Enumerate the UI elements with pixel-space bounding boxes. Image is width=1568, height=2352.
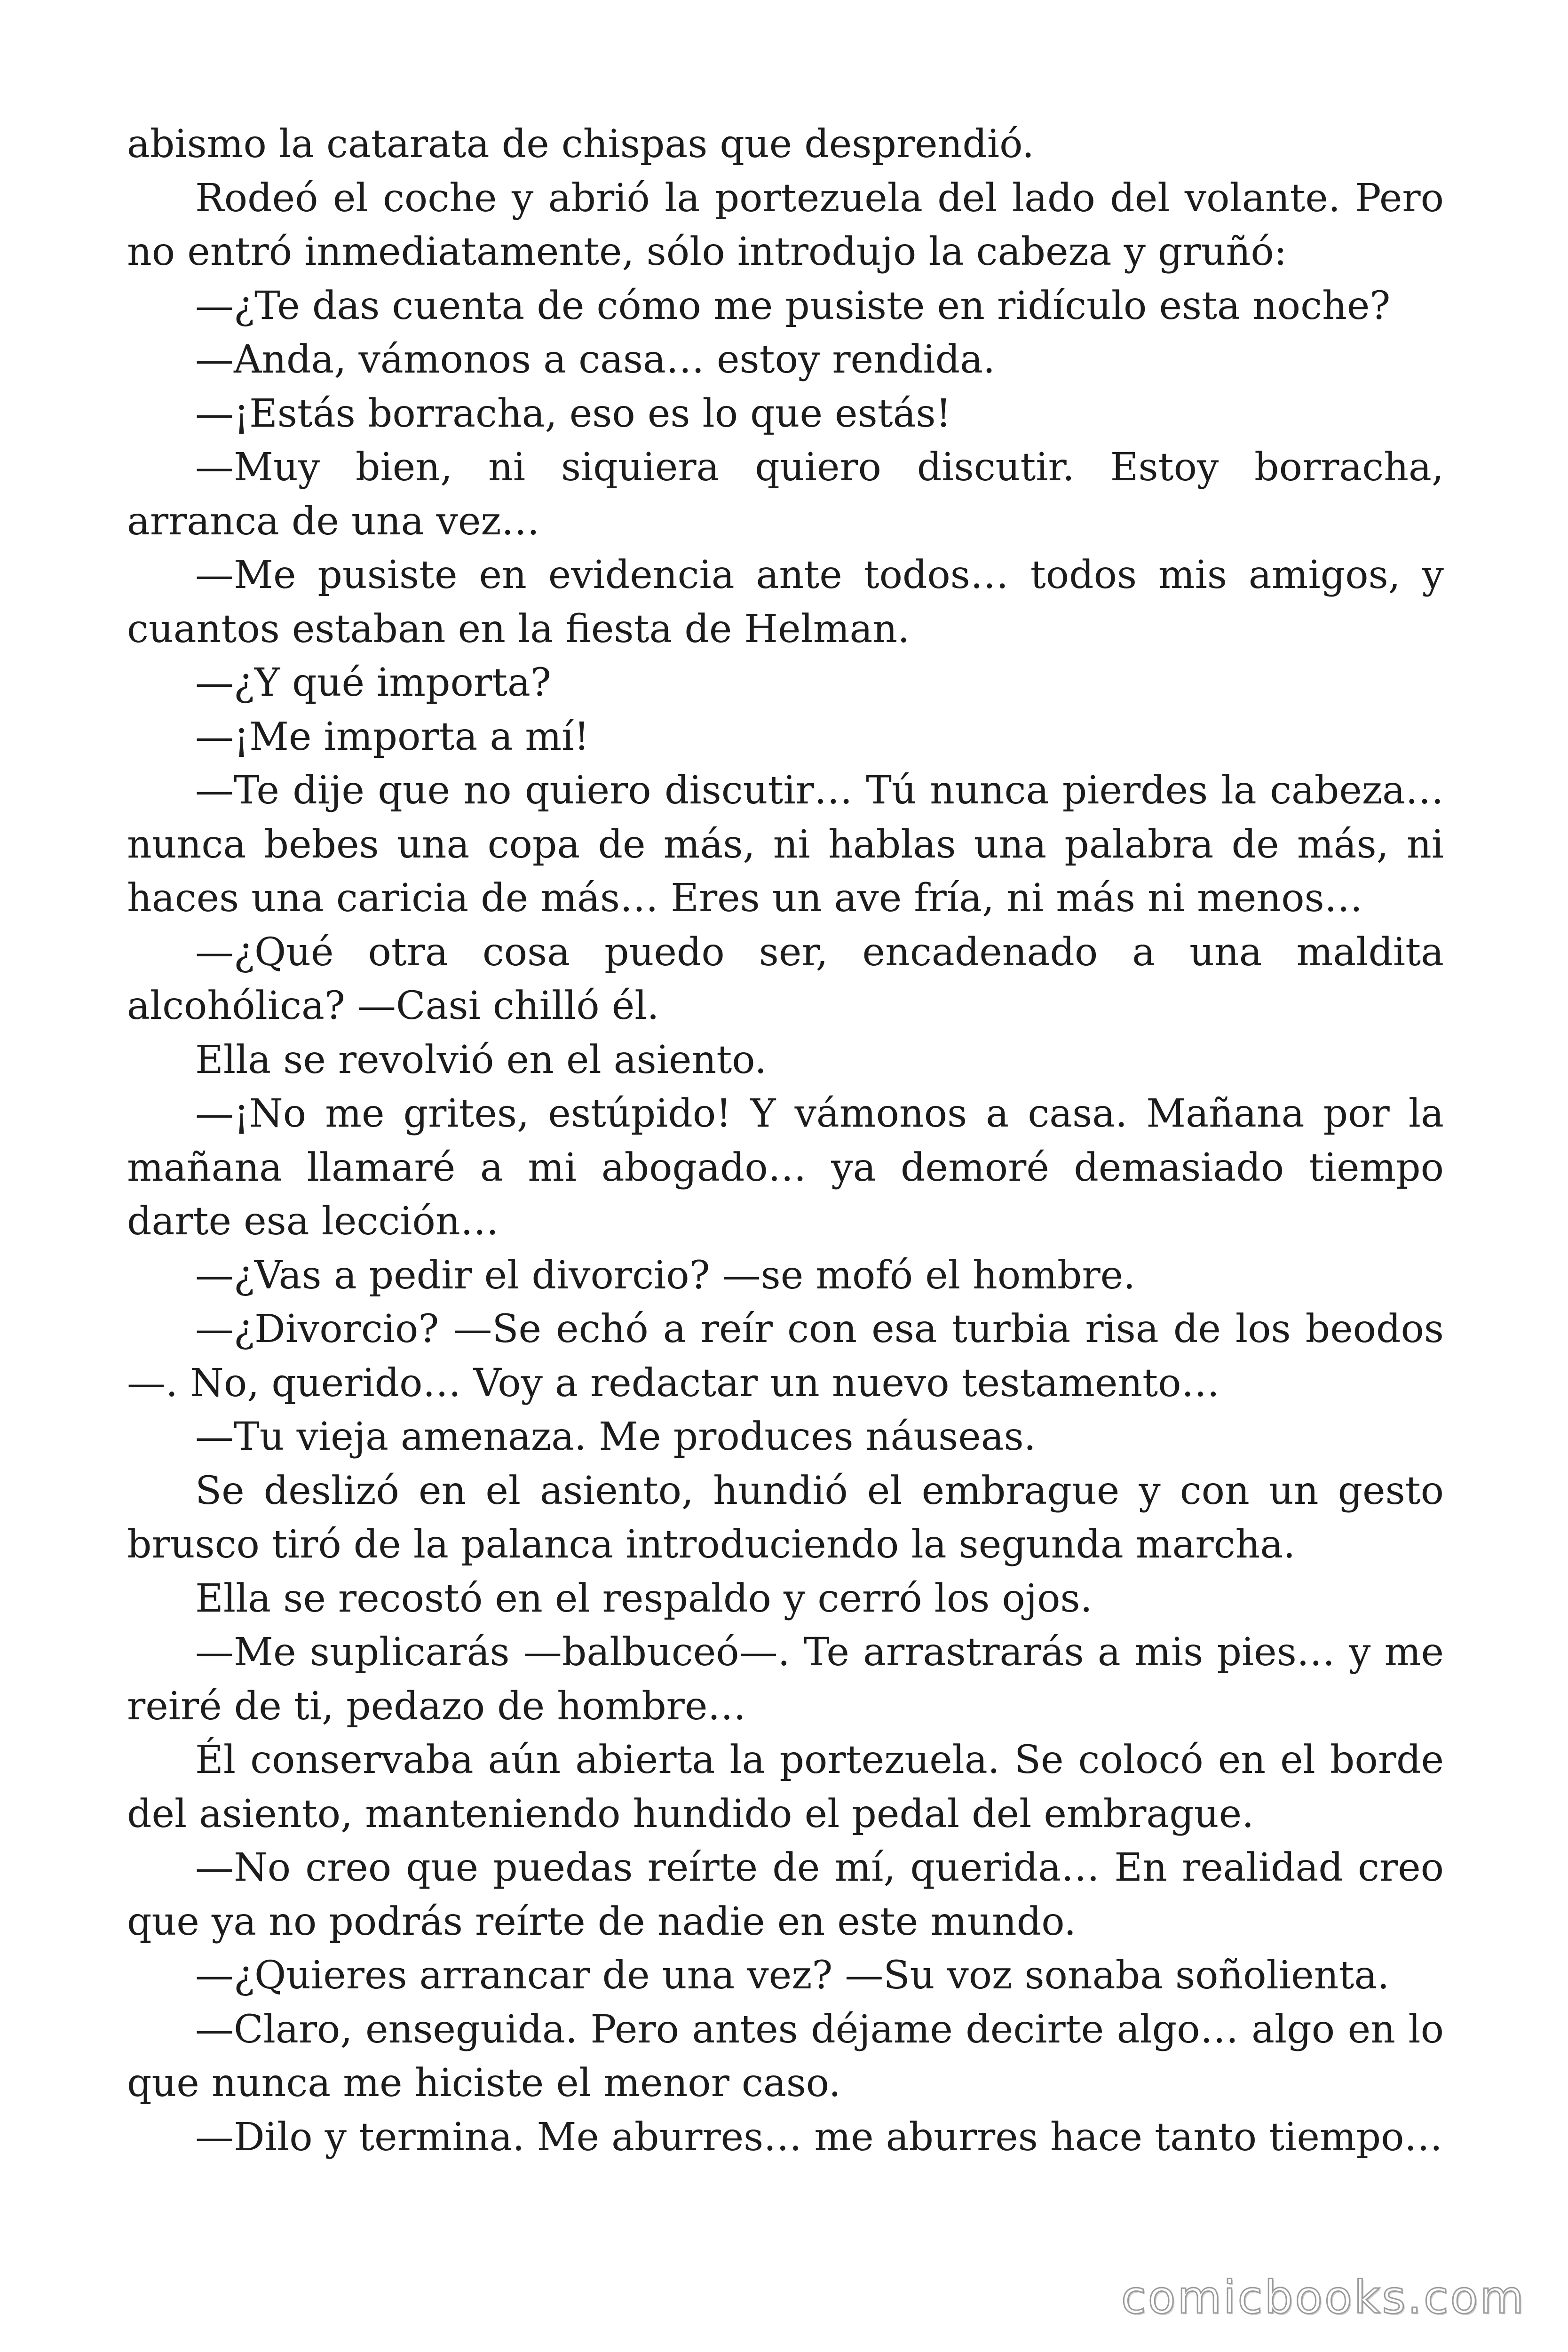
paragraph: —Claro, enseguida. Pero antes déjame decirte algo… algo en lo que nunca me hiciste el menor caso. [127,2007,1444,2106]
paragraph: —¡Estás borracha, eso es lo que estás! [195,391,951,436]
paragraph: —Me suplicarás —balbuceó—. Te arrastrarás a mis pies… y me reiré de ti, pedazo de hombre… [127,1630,1444,1729]
paragraph: —Anda, vámonos a casa… estoy rendida. [195,337,996,382]
watermark: comicbooks.com [1121,2271,1526,2324]
paragraph: —¿Te das cuenta de cómo me pusiste en ridículo esta noche? [195,283,1391,328]
paragraph: —Te dije que no quiero discutir… Tú nunca pierdes la cabeza… nunca bebes una copa de más, ni hablas una palabra de más, ni haces una caricia de más… Eres un ave fría, ni más ni menos… [127,768,1444,921]
paragraph: —¿Quieres arrancar de una vez? —Su voz sonaba soñolienta. [195,1953,1390,1998]
paragraph: —No creo que puedas reírte de mí, querida… En realidad creo que ya no podrás reírte de nadie en este mundo. [127,1845,1444,1944]
paragraph: —¿Y qué importa? [195,660,551,705]
paragraph: Rodeó el coche y abrió la portezuela del lado del volante. Pero no entró inmediatamente, sólo introdujo la cabeza y gruñó: [127,175,1444,274]
paragraph: —Muy bien, ni siquiera quiero discutir. Estoy borracha, arranca de una vez… [127,445,1444,544]
paragraph: Ella se recostó en el respaldo y cerró los ojos. [195,1576,1093,1621]
paragraph: —¡Me importa a mí! [195,714,590,759]
paragraph: —Me pusiste en evidencia ante todos… todos mis amigos, y cuantos estaban en la fiesta de Helman. [127,553,1444,652]
paragraph: Él conservaba aún abierta la portezuela. Se colocó en el borde del asiento, manteniendo hundido el pedal del embrague. [127,1738,1444,1836]
paragraph: abismo la catarata de chispas que desprendió. [127,122,1035,167]
paragraph: —¿Qué otra cosa puedo ser, encadenado a una maldita alcohólica? —Casi chilló él. [127,930,1444,1028]
paragraph: Se deslizó en el asiento, hundió el embrague y con un gesto brusco tiró de la palanca introduciendo la segunda marcha. [127,1468,1444,1567]
paragraph: —¿Divorcio? —Se echó a reír con esa turbia risa de los beodos —. No, querido… Voy a redactar un nuevo testamento… [127,1307,1444,1406]
paragraph: —Dilo y termina. Me aburres… me aburres hace tanto tiempo… [195,2114,1443,2160]
paragraph: Ella se revolvió en el asiento. [195,1037,767,1082]
paragraph: —¿Vas a pedir el divorcio? —se mofó el hombre. [195,1253,1136,1298]
paragraph: —¡No me grites, estúpido! Y vámonos a casa. Mañana por la mañana llamaré a mi abogado… ya demoré demasiado tiempo darte esa lección… [127,1091,1444,1244]
paragraph: —Tu vieja amenaza. Me produces náuseas. [195,1414,1036,1459]
book-page-text [127,118,1444,2164]
